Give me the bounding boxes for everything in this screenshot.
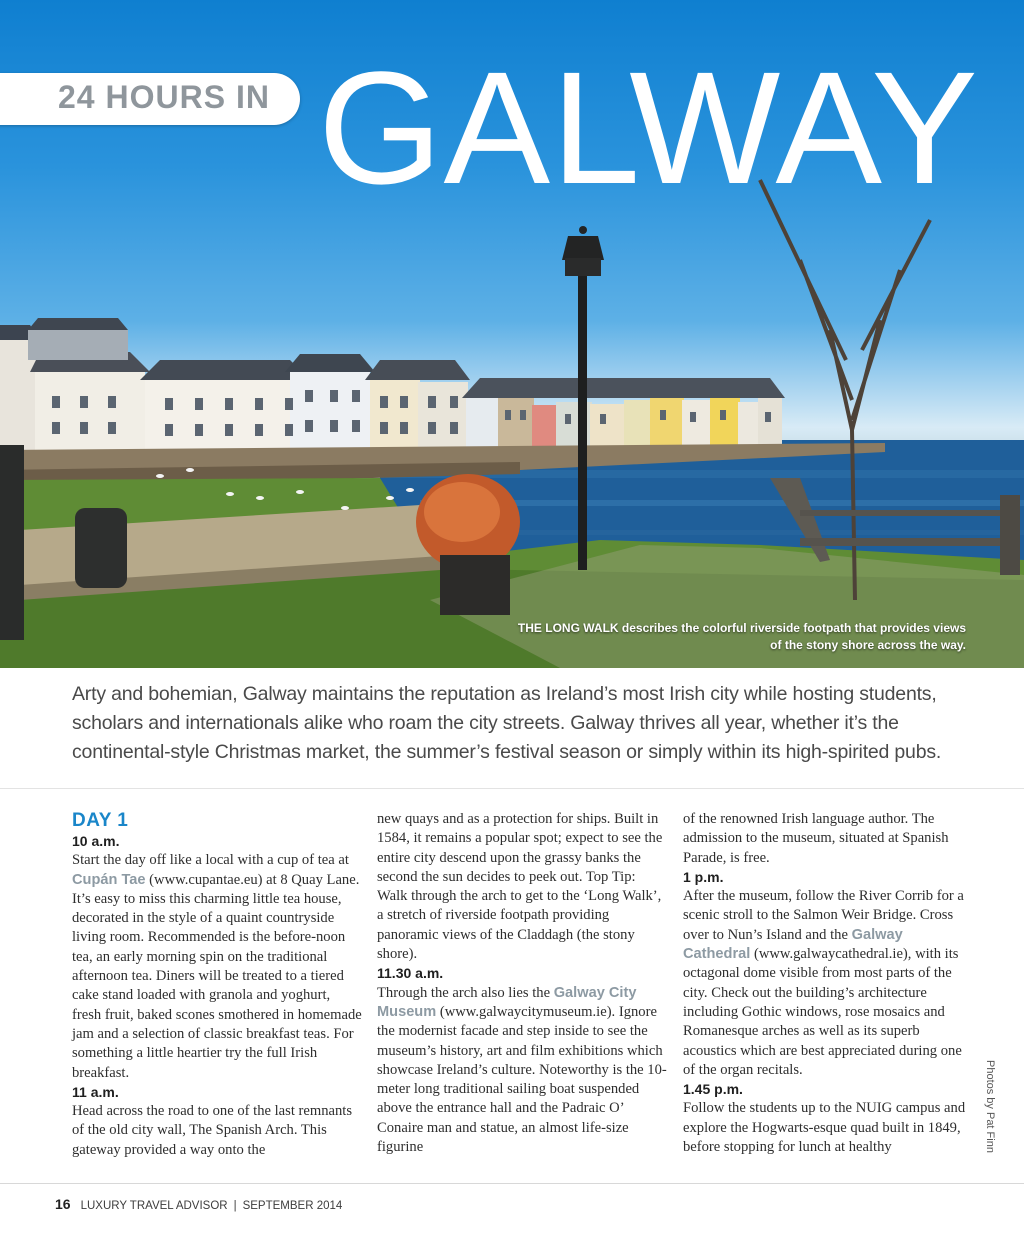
divider: [0, 788, 1024, 789]
text-run: (www.galwaycathedral.ie), with its octagonal dome visible from most parts of the city. Check out the building’s architecture including Gothic windows, rose mosaics and Romanesque arches as well as its superb acoustics which are best appreciated during one of the organ recitals.: [683, 946, 962, 1078]
text-run: (www.galwaycitymuseum.ie). Ignore the modernist facade and step inside to see the museum’s history, art and film exhibitions which showcase Ireland’s culture. Noteworthy is the 10-meter long traditional sailing boat suspended above the entrance hall and the Padraic O’ Conaire man and statue, an almost life-size figurine: [377, 1003, 667, 1156]
time-heading: 1 p.m.: [683, 868, 724, 885]
time-heading: 1.45 p.m.: [683, 1081, 743, 1098]
venue-name: Cupán Tae: [72, 871, 146, 888]
text-run: Through the arch also lies the: [377, 984, 554, 1001]
paragraph: Head across the road to one of the last remnants of the old city wall, The Spanish Arch. This gateway provided a way onto the: [72, 1103, 353, 1158]
venue-name: Galway Cathedral: [683, 926, 903, 963]
venue-name: Galway City Museum: [377, 984, 637, 1020]
paragraph: of the renowned Irish language author. The admission to the museum, situated at Spanish Parade, is free.: [683, 811, 949, 866]
time-heading: 11.30 a.m.: [377, 965, 444, 982]
text-run: After the museum, follow the River Corrib for a scenic stroll to the Salmon Weir Bridge. Cross over to Nun’s Island and the: [683, 888, 964, 943]
page-number: 16: [55, 1196, 71, 1212]
paragraph: [377, 984, 667, 1158]
publication-name: LUXURY TRAVEL ADVISOR: [80, 1200, 228, 1212]
photo-caption: THE LONG WALK describes the colorful riverside footpath that provides views of the stony shore across the way.: [517, 621, 966, 652]
day-heading: DAY 1: [72, 810, 129, 831]
title-prefix: 24 HOURS IN: [58, 79, 270, 115]
page-footer: [55, 1196, 342, 1212]
article-column-2: [377, 810, 667, 1157]
text-run: Start the day off like a local with a cup of tea at: [72, 852, 349, 869]
paragraph: [72, 851, 362, 1083]
title-city: GALWAY: [318, 38, 979, 217]
paragraph: [683, 887, 973, 1080]
text-run: (www.cupantae.eu) at 8 Quay Lane. It’s easy to miss this charming little tea house, decorated in the style of a quaint countryside living room. Recommended is the before-noon tea, an early morning spin on the traditional afternoon tea. Diners will be treated to a tiered cake stand loaded with granola and yoghurt, fresh fruit, baked scones smothered in homemade jam and a selection of classic breakfast teas. For something a little heartier try the full Irish breakfast.: [72, 871, 362, 1081]
paragraph: new quays and as a protection for ships. Built in 1584, it remains a popular spot; expect to see the entire city descend upon the grassy banks the second the sun decides to peek out. Top Tip: Walk through the arch to get to the ‘Long Walk’, a stretch of riverside footpath providing panoramic views of the Claddagh (the stony shore).: [377, 811, 663, 963]
article-column-3: [683, 810, 973, 1157]
paragraph: Follow the students up to the NUIG campus and explore the Hogwarts-esque quad built in 1849, before stopping for lunch at healthy: [683, 1100, 966, 1156]
title-prefix-badge: [0, 73, 300, 125]
photo-credit: Photos by Pat Finn: [984, 1060, 996, 1153]
article-column-1: [72, 810, 362, 1160]
footer-divider: [0, 1183, 1024, 1184]
issue-date: SEPTEMBER 2014: [242, 1200, 343, 1212]
footer-separator: |: [233, 1200, 237, 1212]
time-heading: 10 a.m.: [72, 833, 120, 849]
time-heading: 11 a.m.: [72, 1083, 119, 1100]
intro-paragraph: Arty and bohemian, Galway maintains the reputation as Ireland’s most Irish city while hosting students, scholars and internationals alike who roam the city streets. Galway thrives all year, whether it’s the continental-style Christmas market, the summer’s festival season or simply within its high-spirited pubs.: [72, 683, 942, 763]
